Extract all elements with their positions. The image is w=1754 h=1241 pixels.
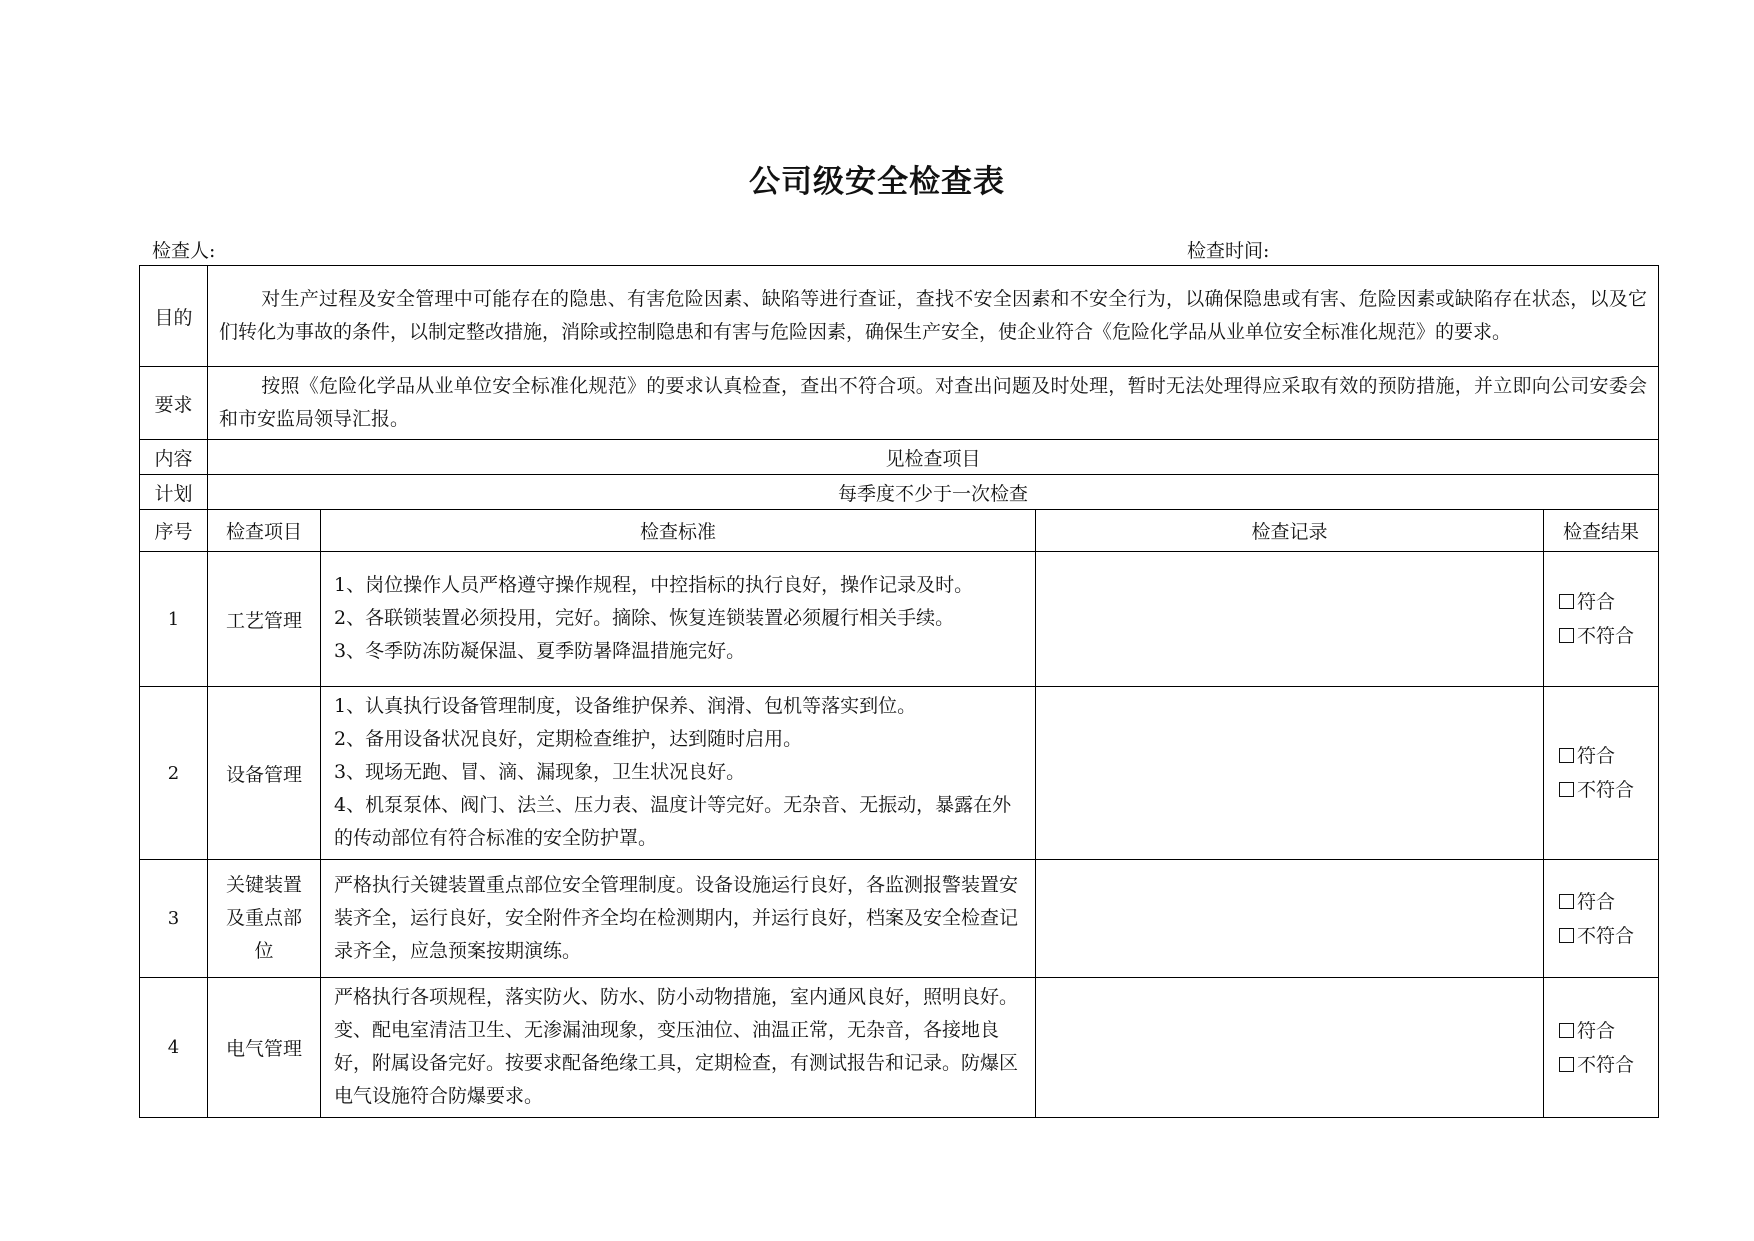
content-row — [140, 440, 1659, 475]
pass-label: 符合 — [1577, 890, 1616, 913]
purpose-text-cell — [208, 266, 1659, 367]
row-item: 工艺管理 — [208, 552, 321, 687]
pass-label: 符合 — [1577, 745, 1616, 767]
header-record: 检查记录 — [1036, 510, 1544, 552]
row-item: 关键装置及重点部位 — [208, 860, 321, 978]
content-label: 内容 — [140, 440, 208, 475]
column-header-row — [140, 510, 1659, 552]
pass-option[interactable] — [1559, 1014, 1658, 1048]
standard-line: 3、冬季防冻防凝保温、夏季防暑降温措施完好。 — [334, 640, 746, 662]
standard-line: 1、认真执行设备管理制度，设备维护保养、润滑、包机等落实到位。 — [334, 695, 917, 717]
record-field[interactable] — [1036, 552, 1544, 687]
requirement-row — [140, 367, 1659, 440]
row-standards — [321, 978, 1036, 1118]
header-item: 检查项目 — [208, 510, 321, 552]
header-result: 检查结果 — [1544, 510, 1659, 552]
standard-line: 4、机泵泵体、阀门、法兰、压力表、温度计等完好。无杂音、无振动，暴露在外的传动部位有符合标准的安全防护罩。 — [334, 794, 1012, 849]
standard-line: 1、岗位操作人员严格遵守操作规程，中控指标的执行良好，操作记录及时。 — [334, 574, 974, 596]
result-cell — [1544, 860, 1659, 978]
row-item: 电气管理 — [208, 978, 321, 1118]
purpose-text: 对生产过程及安全管理中可能存在的隐患、有害危险因素、缺陷等进行查证，查找不安全因素和不安全行为，以确保隐患或有害、危险因素或缺陷存在状态，以及它们转化为事故的条件，以制定整改措施，消除或控制隐患和有害与危险因素，确保生产安全，使企业符合《危险化学品从业单位安全标准化规范》的要求。 — [219, 288, 1648, 343]
pass-option[interactable] — [1559, 585, 1658, 619]
fail-option[interactable] — [1559, 1048, 1658, 1082]
checkbox-icon[interactable] — [1559, 628, 1574, 643]
pass-option[interactable] — [1559, 885, 1658, 919]
row-seq: 2 — [140, 687, 208, 860]
pass-option[interactable] — [1559, 739, 1658, 773]
checkbox-icon[interactable] — [1559, 1057, 1574, 1072]
row-standards — [321, 687, 1036, 860]
row-seq: 4 — [140, 978, 208, 1118]
row-seq: 3 — [140, 860, 208, 978]
standard-line: 3、现场无跑、冒、滴、漏现象，卫生状况良好。 — [334, 761, 746, 783]
fail-option[interactable] — [1559, 919, 1658, 953]
table-row — [140, 978, 1659, 1118]
requirement-label: 要求 — [140, 367, 208, 440]
checkbox-icon[interactable] — [1559, 782, 1574, 797]
fail-label: 不符合 — [1577, 924, 1635, 947]
result-cell — [1544, 687, 1659, 860]
table-row — [140, 687, 1659, 860]
standard-line: 严格执行关键装置重点部位安全管理制度。设备设施运行良好，各监测报警装置安装齐全，运行良好，安全附件齐全均在检测期内，并运行良好，档案及安全检查记录齐全，应急预案按期演练。 — [334, 873, 1019, 962]
checkbox-icon[interactable] — [1559, 1023, 1574, 1038]
header-seq: 序号 — [140, 510, 208, 552]
table-row — [140, 860, 1659, 978]
row-standards — [321, 860, 1036, 978]
inspector-label: 检查人: — [152, 240, 216, 262]
purpose-row — [140, 266, 1659, 367]
standard-line: 2、备用设备状况良好，定期检查维护，达到随时启用。 — [334, 728, 803, 750]
safety-checklist-table — [139, 265, 1659, 1118]
row-item: 设备管理 — [208, 687, 321, 860]
fail-label: 不符合 — [1577, 779, 1635, 801]
plan-text: 每季度不少于一次检查 — [208, 475, 1659, 510]
content-text: 见检查项目 — [208, 440, 1659, 475]
checkbox-icon[interactable] — [1559, 594, 1574, 609]
fail-label: 不符合 — [1577, 1053, 1635, 1076]
row-seq: 1 — [140, 552, 208, 687]
checkbox-icon[interactable] — [1559, 748, 1574, 763]
row-standards — [321, 552, 1036, 687]
table-row — [140, 552, 1659, 687]
checkbox-icon[interactable] — [1559, 928, 1574, 943]
inspection-time-label: 检查时间: — [1187, 240, 1270, 262]
fail-option[interactable] — [1559, 773, 1658, 807]
checkbox-icon[interactable] — [1559, 894, 1574, 909]
result-cell — [1544, 552, 1659, 687]
purpose-label: 目的 — [140, 266, 208, 367]
record-field[interactable] — [1036, 687, 1544, 860]
plan-row — [140, 475, 1659, 510]
document-title: 公司级安全检查表 — [749, 164, 1005, 200]
result-cell — [1544, 978, 1659, 1118]
standard-line: 严格执行各项规程，落实防火、防水、防小动物措施，室内通风良好，照明良好。变、配电室清洁卫生、无渗漏油现象，变压油位、油温正常，无杂音，各接地良好，附属设备完好。按要求配备绝缘工具，定期检查，有测试报告和记录。防爆区电气设施符合防爆要求。 — [334, 986, 1019, 1107]
pass-label: 符合 — [1577, 591, 1616, 613]
plan-label: 计划 — [140, 475, 208, 510]
header-standard: 检查标准 — [321, 510, 1036, 552]
requirement-text-cell — [208, 367, 1659, 440]
requirement-text: 按照《危险化学品从业单位安全标准化规范》的要求认真检查，查出不符合项。对查出问题及时处理，暂时无法处理得应采取有效的预防措施，并立即向公司安委会和市安监局领导汇报。 — [219, 375, 1648, 430]
fail-label: 不符合 — [1577, 625, 1635, 647]
record-field[interactable] — [1036, 978, 1544, 1118]
pass-label: 符合 — [1577, 1019, 1616, 1042]
record-field[interactable] — [1036, 860, 1544, 978]
standard-line: 2、各联锁装置必须投用，完好。摘除、恢复连锁装置必须履行相关手续。 — [334, 607, 955, 629]
fail-option[interactable] — [1559, 619, 1658, 653]
